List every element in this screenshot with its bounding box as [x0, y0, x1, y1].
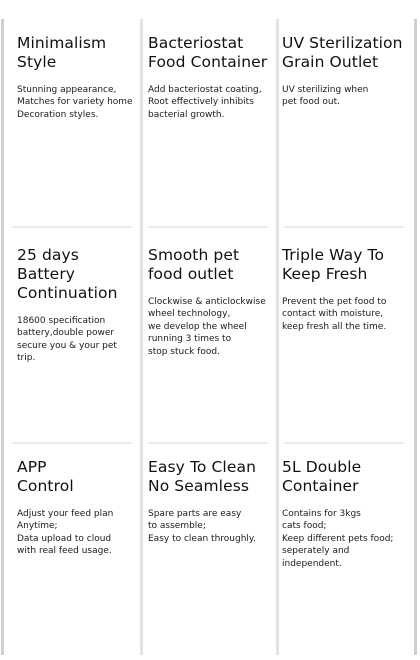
feature-app-control: [4, 443, 140, 655]
feature-minimalism-style: [4, 19, 140, 231]
feature-title: Triple Way To Keep Fresh: [282, 246, 385, 283]
feature-title: Minimalism Style: [17, 34, 107, 71]
feature-grid: [4, 19, 414, 655]
feature-description: Prevent the pet food to contact with moisture, keep fresh all the time.: [282, 297, 387, 332]
feature-smooth-food-outlet: [140, 231, 276, 443]
feature-title: 5L Double Container: [282, 458, 362, 495]
feature-title: Easy To Clean No Seamless: [148, 458, 256, 495]
feature-title: Smooth pet food outlet: [148, 246, 240, 283]
right-divider: [414, 19, 417, 655]
feature-description: Spare parts are easy to assemble; Easy to clean throughly.: [148, 509, 256, 544]
feature-title: UV Sterilization Grain Outlet: [282, 34, 403, 71]
feature-keep-fresh: [276, 231, 408, 443]
feature-battery-continuation: [4, 231, 140, 443]
feature-uv-sterilization: [276, 19, 408, 231]
feature-description: Stunning appearance, Matches for variety home Decoration styles.: [17, 85, 133, 120]
feature-description: Add bacteriostat coating, Root effectively inhibits bacterial growth.: [148, 85, 262, 120]
feature-description: Clockwise & anticlockwise wheel technology, we develop the wheel running 3 times to stop stuck food.: [148, 297, 266, 357]
feature-description: Contains for 3kgs cats food; Keep different pets food; seperately and independent.: [282, 509, 394, 569]
feature-title: Bacteriostat Food Container: [148, 34, 268, 71]
feature-description: Adjust your feed plan Anytime; Data upload to cloud with real feed usage.: [17, 509, 114, 557]
feature-description: UV sterilizing when pet food out.: [282, 85, 369, 108]
feature-double-container: [276, 443, 408, 655]
feature-title: 25 days Battery Continuation: [17, 246, 118, 302]
feature-description: 18600 specification battery,double power secure you & your pet trip.: [17, 316, 117, 364]
feature-bacteriostat-container: [140, 19, 276, 231]
feature-title: APP Control: [17, 458, 74, 495]
feature-easy-to-clean: [140, 443, 276, 655]
